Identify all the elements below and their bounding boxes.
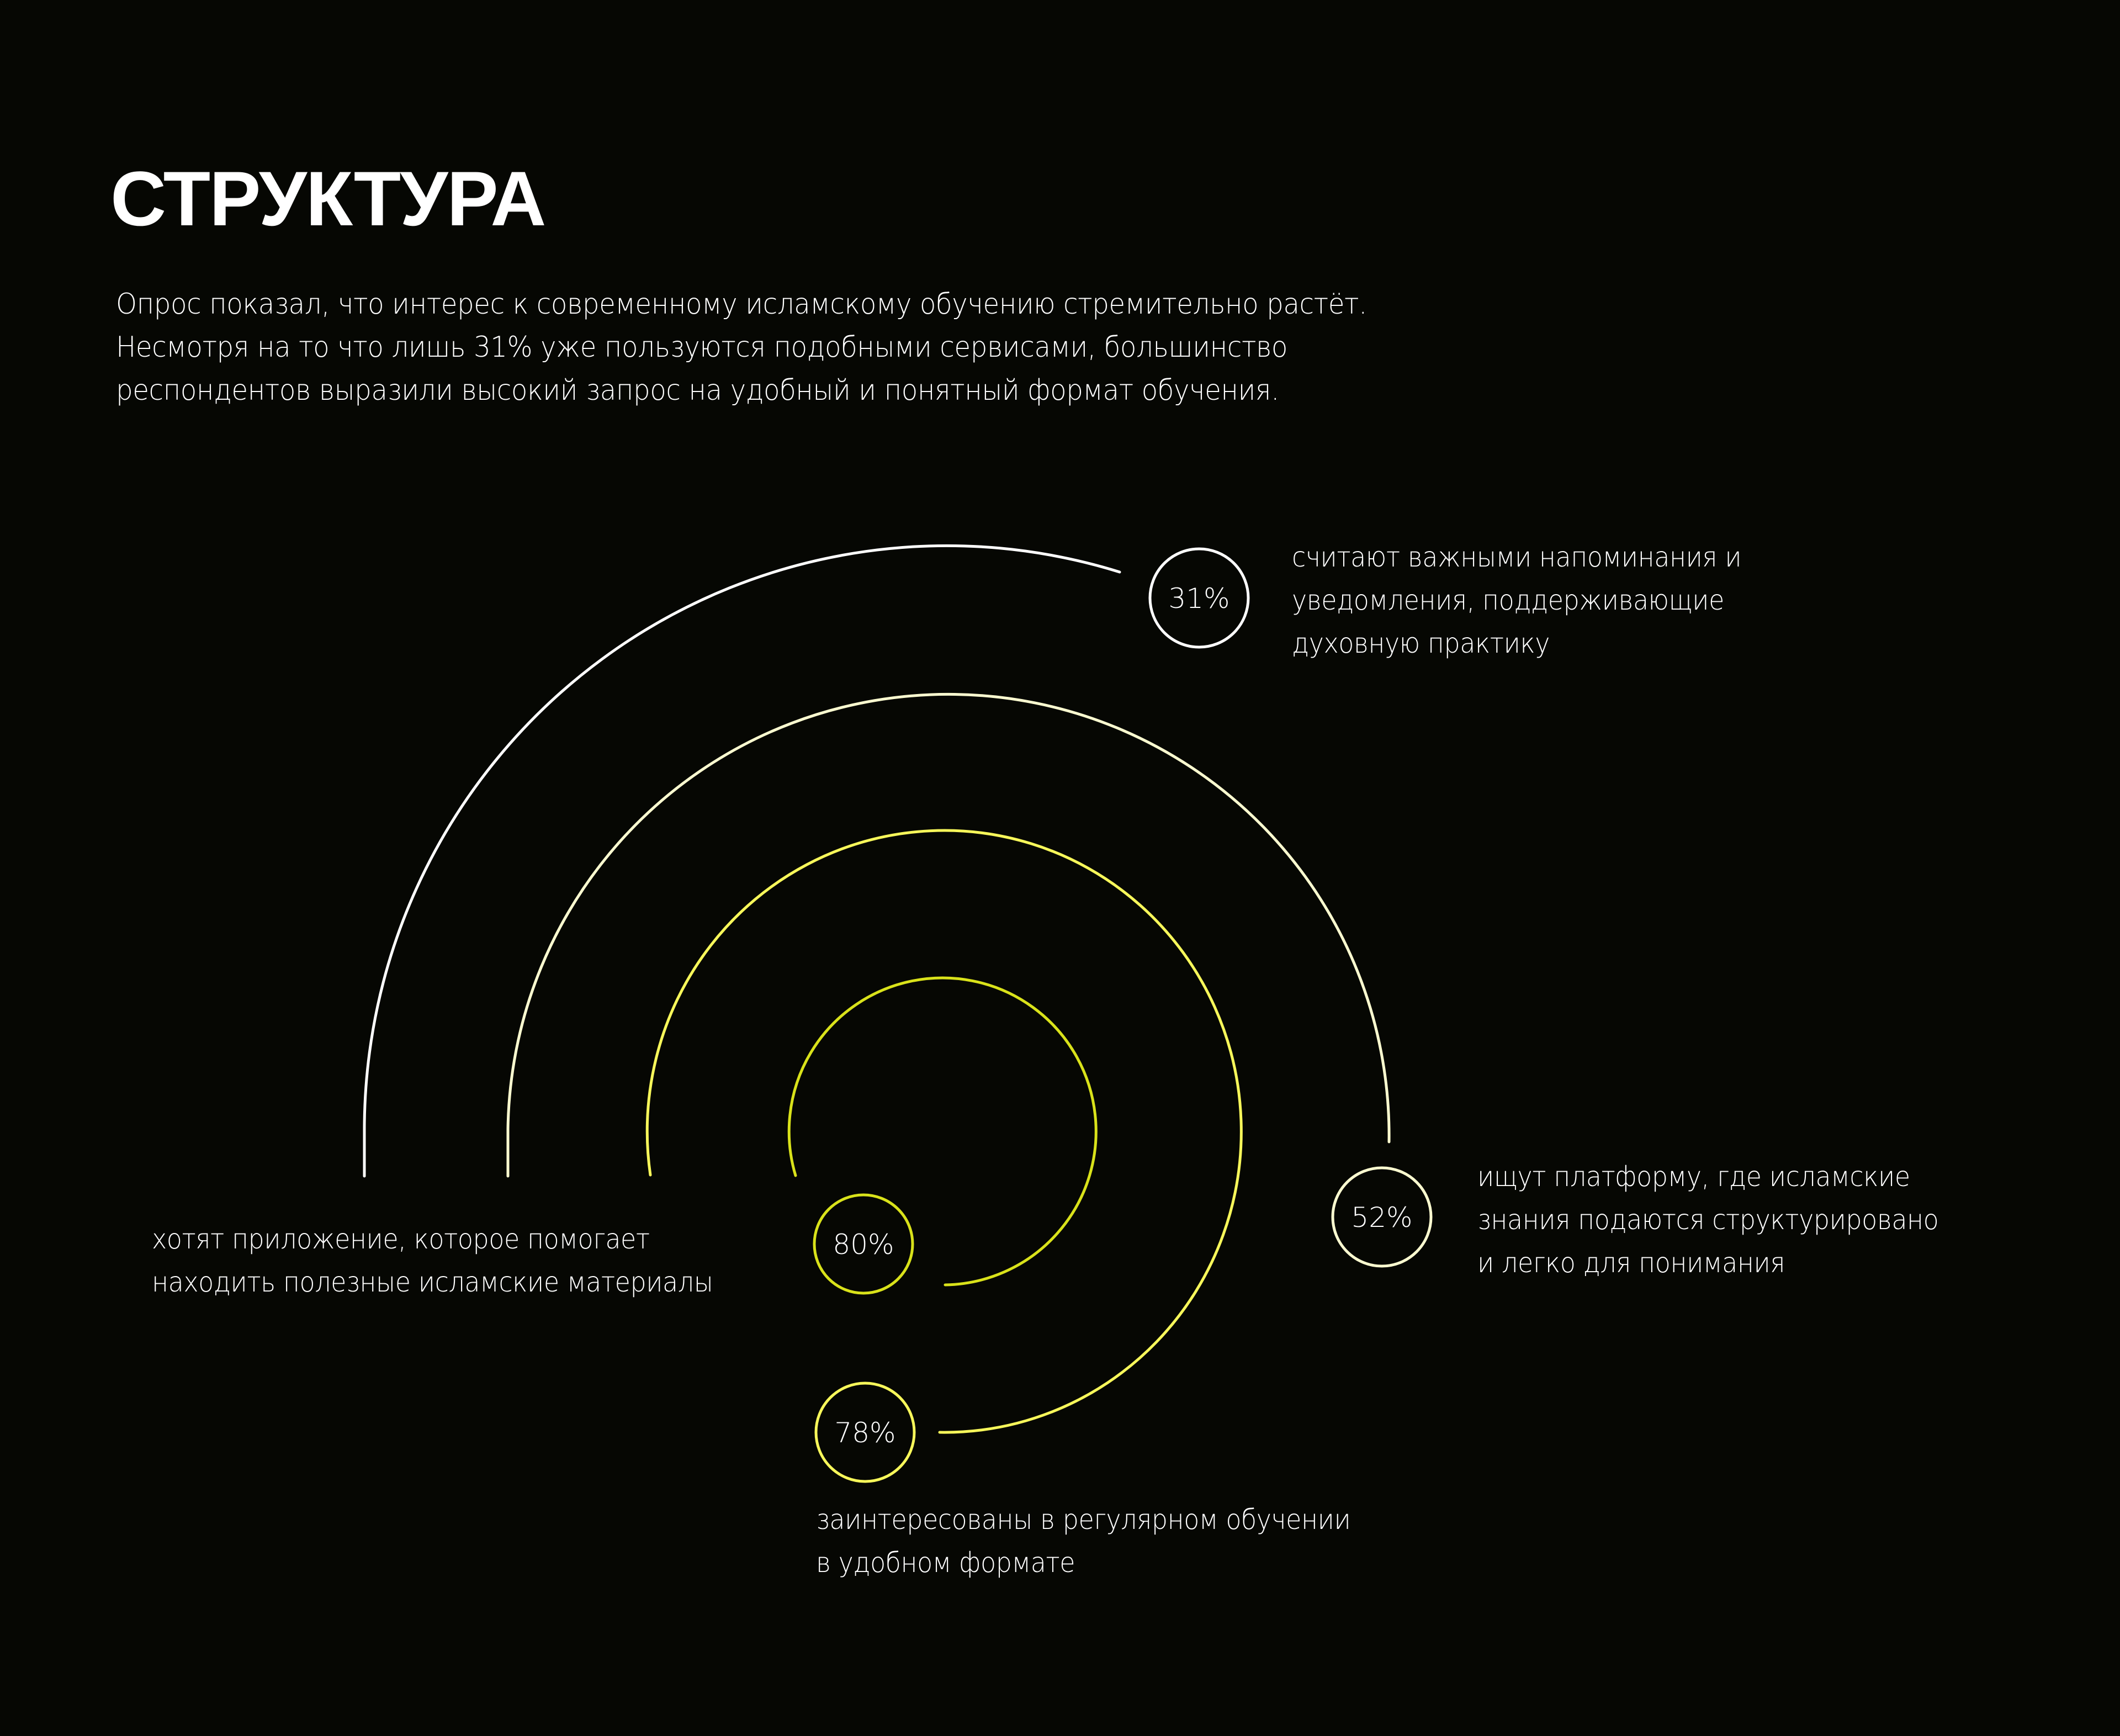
value-80: 80%	[833, 1229, 894, 1261]
label-line: ищут платформу, где исламские	[1477, 1161, 1910, 1193]
label-line: духовную практику	[1292, 627, 1550, 659]
intro-line: Несмотря на то что лишь 31% уже пользуются подобными сервисами, большинство	[116, 331, 1288, 364]
page-title: СТРУКТУРА	[110, 155, 545, 242]
arc-31	[364, 546, 1120, 1176]
label-52	[1477, 1155, 1938, 1284]
label-line: знания подаются структурировано	[1477, 1204, 1939, 1236]
label-line: заинтересованы в регулярном обучении	[816, 1504, 1351, 1536]
arc-78	[647, 830, 1241, 1432]
label-78	[816, 1498, 1350, 1584]
intro-line: Опрос показал, что интерес к современному исламскому обучению стремительно растёт.	[116, 288, 1368, 321]
intro-line: респондентов выразили высокий запрос на удобный и понятный формат обучения.	[116, 374, 1280, 407]
label-80	[152, 1218, 713, 1304]
label-line: находить полезные исламские материалы	[152, 1266, 713, 1298]
label-line: в удобном формате	[816, 1547, 1075, 1579]
value-78: 78%	[834, 1417, 896, 1449]
arc-52	[508, 694, 1389, 1176]
label-line: хотят приложение, которое помогает	[152, 1223, 650, 1255]
label-line: уведомления, поддерживающие	[1292, 584, 1724, 616]
label-31	[1292, 536, 1741, 665]
value-52: 52%	[1351, 1202, 1413, 1234]
label-line: и легко для понимания	[1477, 1247, 1785, 1279]
value-31: 31%	[1168, 583, 1230, 615]
label-line: считают важными напоминания и	[1292, 541, 1742, 573]
